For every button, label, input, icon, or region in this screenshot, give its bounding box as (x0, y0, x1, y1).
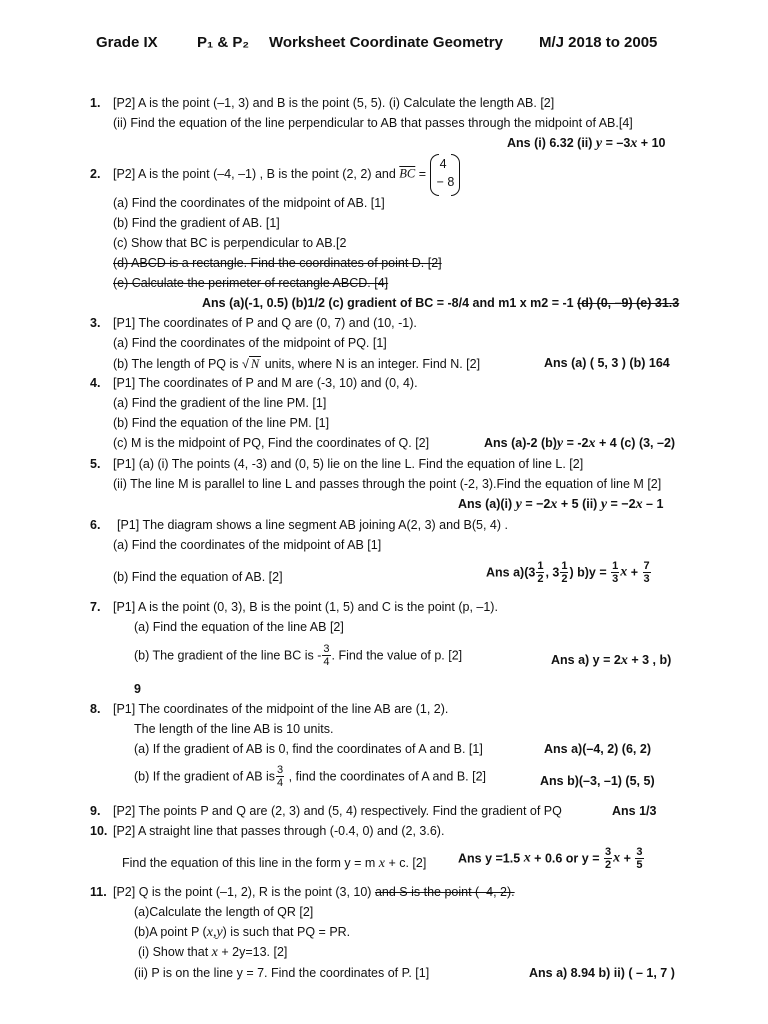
fraction (604, 846, 612, 871)
q9-text: [P2] The points P and Q are (2, 3) and (5, 4) respectively. Find the gradient of PQ (113, 804, 562, 818)
q7-part-b (134, 643, 462, 668)
fraction (611, 560, 619, 585)
sqrt-n: N (250, 357, 260, 371)
var-x: x (211, 945, 218, 960)
q11-part-b-i (138, 945, 287, 961)
stem-text: [P2] Q is the point (–1, 2), R is the point (3, 10) (113, 885, 372, 899)
grade-label: Grade IX (96, 34, 158, 51)
question-number: 5. (90, 457, 101, 471)
vector-bottom: − 8 (436, 175, 455, 189)
q7-answer-continued: 9 (134, 682, 141, 696)
numerator: 1 (612, 560, 619, 572)
fraction (560, 560, 568, 585)
q6-part-a: (a) Find the coordinates of the midpoint of AB [1] (113, 538, 382, 552)
answer-post: + 3 , b) (631, 653, 672, 667)
numerator: 3 (323, 643, 330, 655)
session-label: M/J 2018 to 2005 (539, 34, 658, 51)
vector-bc: $\overline{BC}$ (399, 166, 416, 181)
var-y: y (600, 497, 608, 512)
q3-stem: [P1] The coordinates of P and Q are (0, 7) and (10, -1). (113, 316, 417, 330)
q4-part-c: (c) M is the midpoint of PQ, Find the coordinates of Q. [2] (113, 436, 430, 450)
answer-m1: = −2 (525, 497, 551, 511)
numerator: 7 (643, 560, 650, 572)
var-x: x (635, 497, 643, 512)
q2-stem (113, 154, 460, 194)
q11-stem (113, 885, 515, 899)
answer-struck: (d) (0, –9) (e) 31.3 (577, 296, 680, 310)
q11-part-b (134, 925, 350, 941)
answer-plus: + (630, 565, 639, 580)
question-post: + c. [2] (388, 856, 427, 870)
part-b-post: , find the coordinates of A and B. [2] (285, 769, 487, 784)
var-x: x (588, 436, 596, 451)
answer-pre: Ans y =1.5 (458, 851, 521, 866)
denominator: 3 (643, 573, 650, 585)
q2-part-c: (c) Show that BC is perpendicular to AB.[2 (113, 236, 347, 250)
worksheet-title: Worksheet Coordinate Geometry (269, 34, 503, 51)
question-number: 8. (90, 702, 101, 716)
q2-part-b: (b) Find the gradient of AB. [1] (113, 216, 280, 230)
answer-mid1: , 3 (545, 565, 560, 580)
q2-stem-text: [P2] A is the point (–4, –1) , B is the point (2, 2) and (113, 167, 396, 181)
q2-part-a: (a) Find the coordinates of the midpoint of AB. [1] (113, 196, 385, 210)
var-x: x (620, 653, 628, 668)
stem-struck: and S is the point (–4, 2). (374, 885, 515, 899)
q10-question (122, 856, 426, 872)
q3-part-a: (a) Find the coordinates of the midpoint of PQ. [1] (113, 336, 387, 350)
q1-line1: [P2] A is the point (–1, 3) and B is the point (5, 5). (i) Calculate the length AB. [2] (113, 96, 555, 110)
numerator: 3 (636, 846, 643, 858)
q11-answer: Ans a) 8.94 b) ii) ( – 1, 7 ) (529, 966, 675, 980)
q4-part-a: (a) Find the gradient of the line PM. [1] (113, 396, 327, 410)
answer-mid: + 0.6 or y = (534, 851, 600, 866)
answer-prefix: Ans (i) 6.32 (ii) (507, 136, 593, 150)
var-y: y (595, 136, 603, 151)
q6-stem: [P1] The diagram shows a line segment AB joining A(2, 3) and B(5, 4) . (117, 518, 508, 532)
question-number: 3. (90, 316, 101, 330)
q9-answer: Ans 1/3 (612, 804, 657, 818)
question-number: 7. (90, 600, 101, 614)
q8-part-b (134, 764, 486, 789)
question-pre: Find the equation of this line in the form y = m (122, 856, 376, 870)
q7-answer (551, 653, 671, 669)
denominator: 3 (612, 573, 619, 585)
q11-part-b-ii: (ii) P is on the line y = 7. Find the coordinates of P. [1] (134, 966, 430, 980)
question-number: 10. (90, 824, 108, 838)
fraction (643, 560, 651, 585)
denominator: 4 (323, 656, 330, 668)
right-paren (451, 154, 460, 196)
var-x: x (620, 564, 628, 580)
q8-answer-a: Ans a)(–4, 2) (6, 2) (544, 742, 651, 756)
fraction (536, 560, 544, 585)
numerator: 3 (277, 764, 284, 776)
denominator: 5 (636, 859, 643, 871)
part-b-pre: (b)A point P ( (134, 925, 207, 939)
var-x: x (550, 497, 558, 512)
fraction (635, 846, 643, 871)
q3-part-b: (b) The length of PQ is √ N units, where N is an integer. Find N. [2] (113, 357, 481, 371)
answer-post: + 4 (c) (3, –2) (599, 436, 676, 450)
answer-p2: – 1 (646, 497, 664, 511)
denominator: 2 (604, 859, 612, 871)
q6-part-b: (b) Find the equation of AB. [2] (113, 570, 283, 584)
q5-line1: [P1] (a) (i) The points (4, -3) and (0, 5) lie on the line L. Find the equation of line L. [2] (113, 457, 584, 471)
vector-top: 4 (439, 157, 447, 171)
question-number: 9. (90, 804, 101, 818)
vector-equals: = (418, 167, 427, 181)
q1-answer (507, 136, 665, 152)
part-b-post: ) is such that PQ = PR. (222, 925, 351, 939)
q5-answer (458, 497, 663, 513)
q2-answer (202, 296, 679, 310)
question-number: 11. (90, 885, 107, 899)
q11-part-a: (a)Calculate the length of QR [2] (134, 905, 314, 919)
var-x: x (523, 850, 531, 866)
q7-part-a: (a) Find the equation of the line AB [2] (134, 620, 344, 634)
papers-label: P₁ & P₂ (197, 34, 250, 51)
part-b-post: . Find the value of p. [2] (331, 648, 463, 663)
q3-answer: Ans (a) ( 5, 3 ) (b) 164 (544, 356, 670, 370)
denominator: 2 (561, 573, 568, 585)
answer-p1: + 5 (ii) (560, 497, 598, 511)
part-b-pre: (b) If the gradient of AB is (134, 769, 276, 784)
q10-stem: [P2] A straight line that passes through (-0.4, 0) and (2, 3.6). (113, 824, 445, 838)
q7-stem: [P1] A is the point (0, 3), B is the point (1, 5) and C is the point (p, –1). (113, 600, 498, 614)
q8-stem: [P1] The coordinates of the midpoint of the line AB are (1, 2). (113, 702, 449, 716)
fraction (322, 643, 330, 668)
question-number: 4. (90, 376, 101, 390)
part-b-pre: (b) The gradient of the line BC is - (134, 648, 322, 663)
answer-pre: Ans (a)(i) (458, 497, 513, 511)
fraction (276, 764, 284, 789)
answer-mid2: ) b)y = (569, 565, 607, 580)
question-number: 6. (90, 518, 101, 532)
answer-mid: = -2 (566, 436, 589, 450)
var-x: x (630, 136, 638, 151)
answer-m2: = −2 (610, 497, 636, 511)
answer-pre: Ans a) y = 2 (551, 653, 621, 667)
var-y: y (556, 436, 564, 451)
q2-part-d-struck: (d) ABCD is a rectangle. Find the coordinates of point D. [2] (113, 256, 442, 270)
question-number: 2. (90, 167, 101, 181)
var-y: y (515, 497, 522, 512)
part-b-post: units, where N is an integer. Find N. [2] (264, 357, 481, 371)
numerator: 1 (537, 560, 544, 572)
q1-line2: (ii) Find the equation of the line perpendicular to AB that passes through the midpoint of AB.[4] (113, 116, 633, 130)
q5-line2: (ii) The line M is parallel to line L and passes through the point (-2, 3).Find the equation of line M [2] (113, 477, 662, 491)
q8-answer-b: Ans b)(–3, –1) (5, 5) (540, 774, 655, 788)
answer-mid: = –3 (605, 136, 631, 150)
var-xy: x,y (206, 925, 223, 940)
answer-text: Ans (a)(-1, 0.5) (b)1/2 (c) gradient of BC = -8/4 and m1 x m2 = -1 (202, 296, 574, 310)
var-x: x (613, 850, 621, 866)
numerator: 1 (561, 560, 568, 572)
answer-suffix: + 10 (640, 136, 666, 150)
answer-pre: Ans a)(3 (486, 565, 536, 580)
column-vector (430, 154, 460, 194)
question-number: 1. (90, 96, 101, 110)
q8-part-a: (a) If the gradient of AB is 0, find the coordinates of A and B. [1] (134, 742, 483, 756)
var-x: x (378, 856, 385, 871)
part-b-pre: (b) The length of PQ is (113, 357, 239, 371)
q4-answer (484, 436, 675, 452)
denominator: 4 (277, 777, 284, 789)
q10-answer (458, 846, 645, 871)
answer-plus: + (623, 851, 631, 866)
numerator: 3 (604, 846, 612, 858)
answer-pre: Ans (a)-2 (b) (484, 436, 557, 450)
q8-stem2: The length of the line AB is 10 units. (134, 722, 334, 736)
q6-answer (486, 560, 652, 585)
part-i-pre: (i) Show that (138, 945, 209, 959)
denominator: 2 (537, 573, 544, 585)
q4-part-b: (b) Find the equation of the line PM. [1] (113, 416, 330, 430)
q2-part-e-struck: (e) Calculate the perimeter of rectangle ABCD. [4] (113, 276, 389, 290)
part-i-post: + 2y=13. [2] (221, 945, 288, 959)
q4-stem: [P1] The coordinates of P and M are (-3, 10) and (0, 4). (113, 376, 418, 390)
